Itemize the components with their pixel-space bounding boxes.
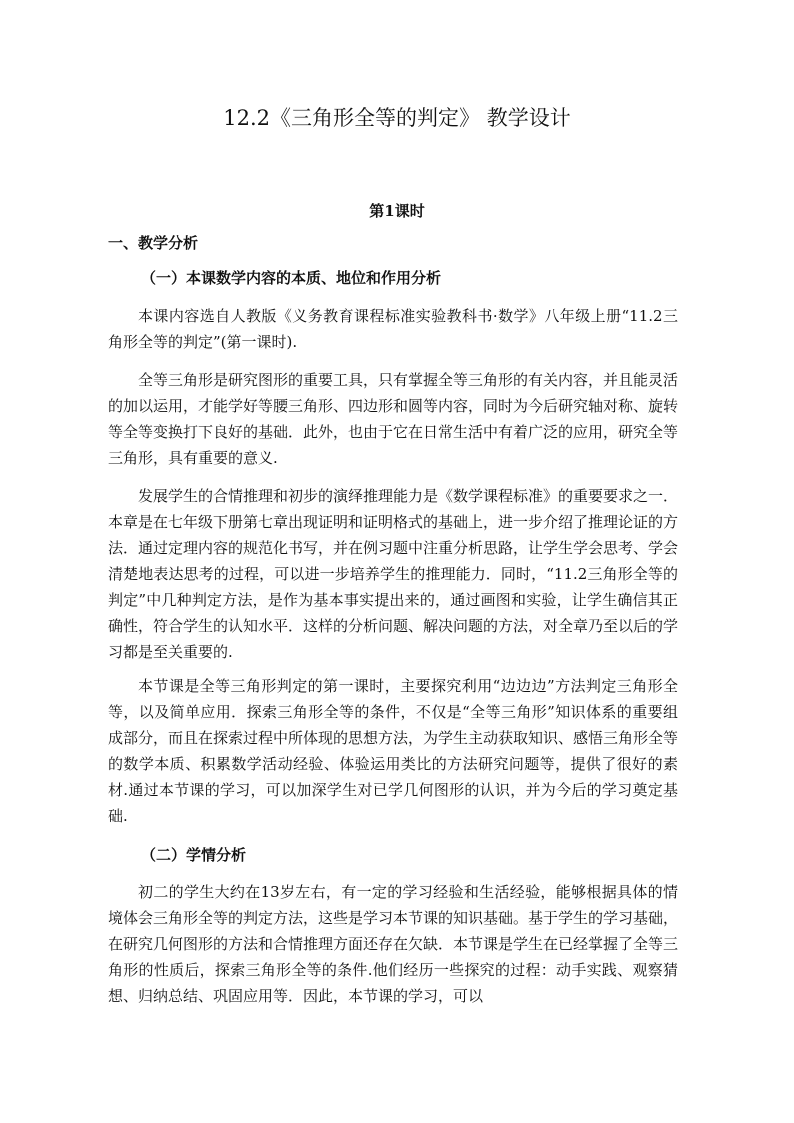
lesson-heading: 第1课时 <box>369 202 425 220</box>
subsection-heading-content-analysis: （一）本课数学内容的本质、地位和作用分析 <box>141 269 442 287</box>
paragraph: 本节课是全等三角形判定的第一课时，主要探究利用“边边边”方法判定三角形全等，以及简单应用．探索三角形全等的条件，不仅是“全等三角形”知识体系的重要组成部分，而且在探索过程中所体现的思想方法，为学生主动获取知识、感悟三角形全等的数学本质、积累数学活动经验、体验运用类比的方法研究问题等，提供了很好的素材.通过本节课的学习，可以加深学生对已学几何图形的认识，并为今后的学习奠定基础. <box>108 677 679 825</box>
document-title: 12.2《三角形全等的判定》 教学设计 <box>223 106 571 130</box>
paragraph: 发展学生的合情推理和初步的演绎推理能力是《数学课程标准》的重要要求之一．本章是在七年级下册第七章出现证明和证明格式的基础上，进一步介绍了推理论证的方法．通过定理内容的规范化书写，并在例习题中注重分析思路，让学生学会思考、学会清楚地表达思考的过程，可以进一步培养学生的推理能力．同时，“11.2三角形全等的判定”中几种判定方法，是作为基本事实提出来的，通过画图和实验，让学生确信其正确性，符合学生的认知水平．这样的分析问题、解决问题的方法，对全章乃至以后的学习都是至关重要的. <box>108 487 679 661</box>
paragraph: 全等三角形是研究图形的重要工具，只有掌握全等三角形的有关内容，并且能灵活的加以运用，才能学好等腰三角形、四边形和圆等内容，同时为今后研究轴对称、旋转等全等变换打下良好的基础．此外，也由于它在日常生活中有着广泛的应用，研究全等三角形，具有重要的意义. <box>108 371 679 467</box>
section-heading-teaching-analysis: 一、教学分析 <box>108 234 199 252</box>
paragraph: 初二的学生大约在13岁左右，有一定的学习经验和生活经验，能够根据具体的情境体会三角形全等的判定方法，这些是学习本节课的知识基础。基于学生的学习基础，在研究几何图形的方法和合情推理方面还存在欠缺．本节课是学生在已经掌握了全等三角形的性质后，探索三角形全等的条件.他们经历一些探究的过程：动手实践、观察猜想、归纳总结、巩固应用等．因此，本节课的学习，可以 <box>108 883 679 1005</box>
paragraph: 本课内容选自人教版《义务教育课程标准实验教科书·数学》八年级上册“11.2三角形全等的判定”(第一课时). <box>108 307 678 351</box>
subsection-heading-student-analysis: （二）学情分析 <box>141 846 247 864</box>
